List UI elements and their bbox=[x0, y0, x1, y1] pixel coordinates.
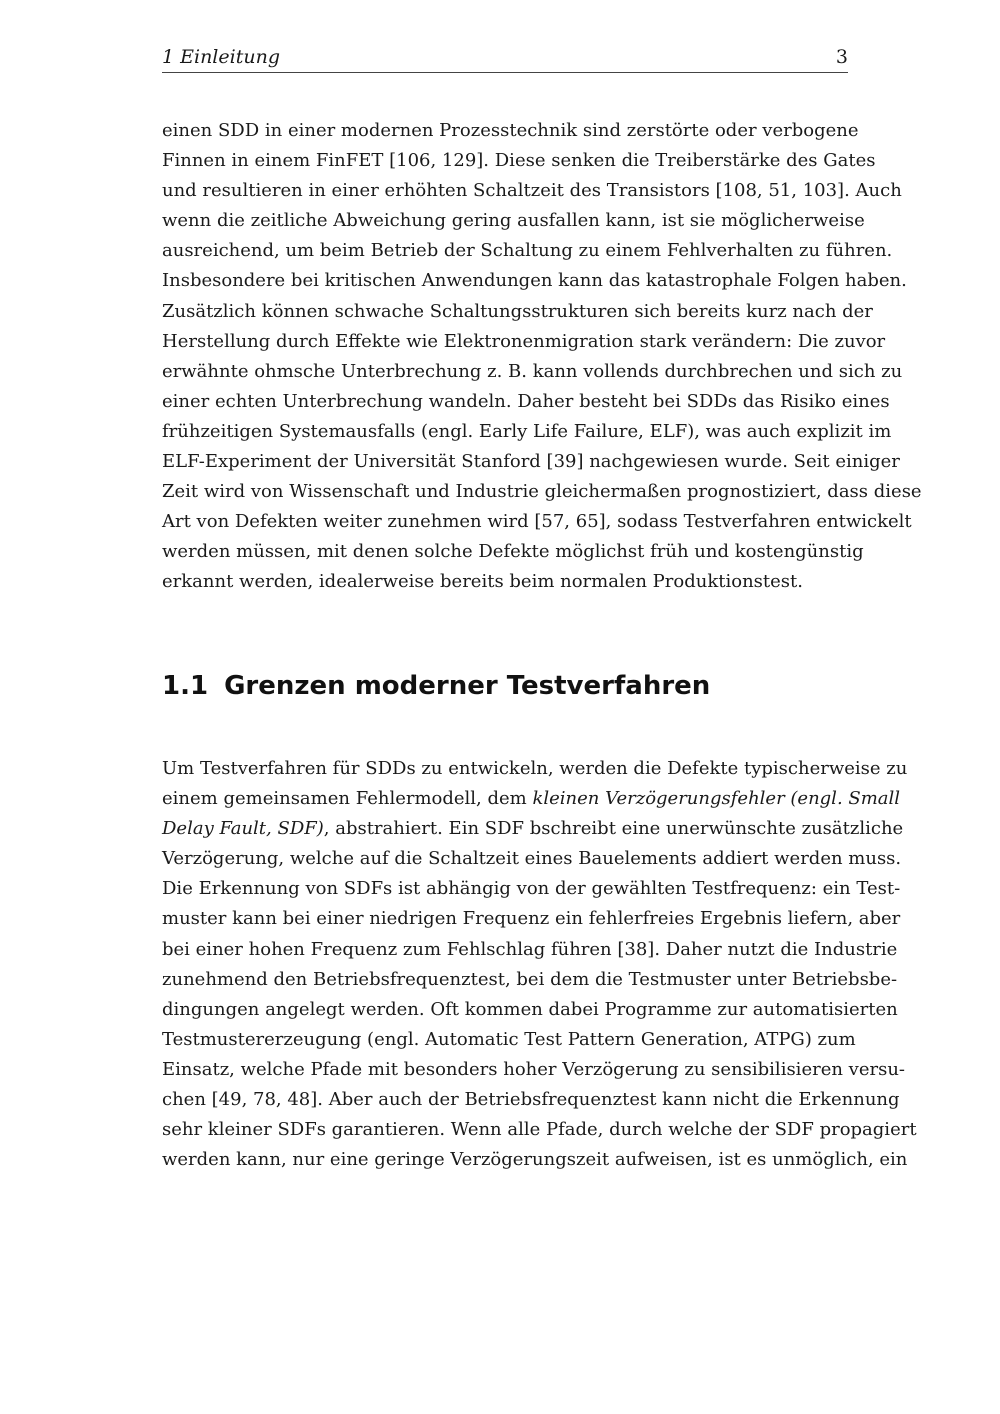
text-line: Zusätzlich können schwache Schaltungsstrukturen sich bereits kurz nach der bbox=[162, 300, 873, 322]
section-number: 1.1 bbox=[162, 671, 209, 701]
text-line: Einsatz, welche Pfade mit besonders hoher Verzögerung zu sensibilisieren versu- bbox=[162, 1058, 906, 1080]
text-line: ausreichend, um beim Betrieb der Schaltung zu einem Fehlverhalten zu führen. bbox=[162, 240, 893, 262]
text-line: Herstellung durch Effekte wie Elektronenmigration stark verändern: Die zuvor bbox=[162, 330, 886, 352]
text-line: wenn die zeitliche Abweichung gering ausfallen kann, ist sie möglicherweise bbox=[162, 210, 865, 232]
section-title: Grenzen moderner Testverfahren bbox=[224, 671, 711, 701]
text-line: frühzeitigen Systemausfalls (engl. Early Life Failure, ELF), was auch explizit im bbox=[162, 420, 892, 442]
text-run: einem gemeinsamen Fehlermodell, dem bbox=[162, 788, 533, 810]
emphasized-term: Delay Fault, SDF) bbox=[162, 818, 324, 840]
text-line: und resultieren in einer erhöhten Schaltzeit des Transistors [108, 51, 103]. Auch bbox=[162, 180, 902, 202]
header-rule bbox=[162, 72, 848, 73]
text-line: Um Testverfahren für SDDs zu entwickeln, werden die Defekte typischerweise zu bbox=[162, 758, 908, 779]
text-line: zunehmend den Betriebsfrequenztest, bei dem die Testmuster unter Betriebsbe- bbox=[162, 968, 898, 990]
text-line: Finnen in einem FinFET [106, 129]. Diese senken die Treiberstärke des Gates bbox=[162, 150, 876, 172]
running-header bbox=[162, 44, 848, 70]
text-line: Die Erkennung von SDFs ist abhängig von der gewählten Testfrequenz: ein Test- bbox=[162, 878, 901, 900]
text-run: , abstrahiert. Ein SDF bschreibt eine unerwünschte zusätzliche bbox=[323, 818, 904, 840]
text-line: werden kann, nur eine geringe Verzögerungszeit aufweisen, ist es unmöglich, ein bbox=[162, 1149, 908, 1171]
chapter-title: 1 Einleitung bbox=[162, 46, 280, 68]
text-line: Verzögerung, welche auf die Schaltzeit eines Bauelements addiert werden muss. bbox=[162, 848, 902, 870]
text-line bbox=[162, 784, 901, 814]
text-line: Art von Defekten weiter zunehmen wird [57, 65], sodass Testverfahren entwickelt bbox=[162, 511, 912, 533]
text-line: einen SDD in einer modernen Prozesstechnik sind zerstörte oder verbogene bbox=[162, 120, 859, 141]
text-line: Zeit wird von Wissenschaft und Industrie gleichermaßen prognostiziert, dass diese bbox=[162, 481, 922, 503]
text-line: werden müssen, mit denen solche Defekte möglichst früh und kostengünstig bbox=[162, 541, 864, 563]
section-heading bbox=[162, 666, 710, 706]
text-line: Insbesondere bei kritischen Anwendungen kann das katastrophale Folgen haben. bbox=[162, 270, 907, 292]
text-line: chen [49, 78, 48]. Aber auch der Betriebsfrequenztest kann nicht die Erkennung bbox=[162, 1089, 900, 1111]
page-number: 3 bbox=[835, 46, 848, 68]
text-line: dingungen angelegt werden. Oft kommen dabei Programme zur automatisierten bbox=[162, 998, 898, 1020]
text-line: ELF-Experiment der Universität Stanford [39] nachgewiesen wurde. Seit einiger bbox=[162, 451, 900, 473]
emphasized-term: kleinen Verzögerungsfehler (engl. Small bbox=[532, 788, 901, 810]
section-paragraph bbox=[162, 754, 917, 1175]
text-line: muster kann bei einer niedrigen Frequenz ein fehlerfreies Ergebnis liefern, aber bbox=[162, 908, 901, 930]
intro-paragraph bbox=[162, 116, 922, 598]
text-line: Testmustererzeugung (engl. Automatic Test Pattern Generation, ATPG) zum bbox=[162, 1028, 856, 1050]
text-line: sehr kleiner SDFs garantieren. Wenn alle Pfade, durch welche der SDF propagiert bbox=[162, 1119, 917, 1141]
text-line: einer echten Unterbrechung wandeln. Daher besteht bei SDDs das Risiko eines bbox=[162, 390, 890, 412]
text-line: erkannt werden, idealerweise bereits beim normalen Produktionstest. bbox=[162, 571, 803, 593]
text-line: bei einer hohen Frequenz zum Fehlschlag führen [38]. Daher nutzt die Industrie bbox=[162, 938, 898, 960]
text-line bbox=[162, 814, 904, 844]
text-line: erwähnte ohmsche Unterbrechung z. B. kann vollends durchbrechen und sich zu bbox=[162, 360, 903, 382]
